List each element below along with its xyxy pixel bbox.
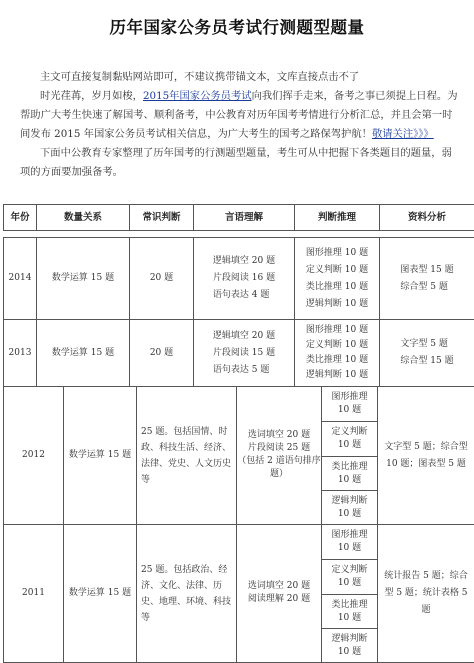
data-cell [380,320,474,387]
table-rows-older [3,386,474,663]
table-rows-recent [3,237,474,387]
common-cell: 20 题 [130,238,194,320]
intro-summary: 下面中公教育专家整理了历年国考的行测题型题量，考生可从中把握下各类题目的题量，弱项的方面要加强备考。 [20,147,452,178]
reasoning-item: 类比推理 10 题 [322,457,377,491]
reasoning-item: 图形推理 10 题 [305,247,369,258]
table-row [4,320,474,387]
header-reasoning: 判断推理 [295,205,380,231]
table-row [4,238,474,320]
verbal-item: 语句表达 4 题 [212,290,270,300]
verbal-item: 片段阅读 25 题 [247,443,311,453]
header-year: 年份 [4,205,37,231]
common-cell [137,387,237,525]
math-cell: 数学运算 15 题 [37,320,130,387]
table-header-row [3,204,474,231]
reasoning-cell [295,320,380,387]
intro-paragraph-start: 时光荏苒，岁月如梭， [40,90,143,102]
math-cell: 数学运算 15 题 [64,387,137,525]
verbal-item: （包括 2 道语句排序题） [237,456,321,479]
verbal-item: 语句表达 5 题 [212,364,270,375]
common-cell [137,525,237,663]
header-common: 常识判断 [130,205,194,231]
data-item: 文字型 5 题 [400,339,448,349]
data-item: 综合型 5 题 [400,281,448,292]
verbal-item: 逻辑填空 20 题 [212,256,276,266]
intro-note: 主文可直接复制黏贴网站即可，不建议携带锚文本，文库直接点击不了 [40,71,360,83]
reasoning-item: 逻辑判断 10 题 [331,495,368,519]
reasoning-item: 定义判断 10 题 [305,264,369,275]
verbal-cell [194,238,295,320]
reasoning-item: 逻辑判断 10 题 [305,298,369,309]
reasoning-item: 类比推理 10 题 [322,595,377,629]
intro-paragraph-body: 向我们挥手走来，备考之事已须提上日程。为帮助广大考生快速了解国考、顺利备考，中公教育对历年国考考情进行分析汇总，并且会第一时间发布 2015 年国家公务员考试相关信息，为广大考生的国考之路保驾护航！ [20,90,458,140]
data-item: 图表型 15 题 [400,264,454,275]
follow-link[interactable]: 敬请关注》》》 [371,128,434,140]
intro-text [20,68,460,182]
verbal-item: 片段阅读 16 题 [212,273,276,283]
reasoning-item: 类比推理 10 题 [305,355,369,365]
verbal-item: 选词填空 20 题 [247,430,311,440]
verbal-item: 阅读理解 20 题 [247,594,311,604]
reasoning-item: 类比推理 10 题 [305,281,369,292]
reasoning-item: 图形推理 10 题 [305,325,369,335]
page-title: 历年国家公务员考试行测题型题量 [109,18,365,37]
common-text: 25 题。包括政治、经济、文化、法律、历史、地理、环境、科技等 [141,564,232,623]
data-item: 综合型 15 题 [400,356,454,366]
year-cell: 2014 [4,238,37,320]
reasoning-item: 定义判断 10 题 [322,422,377,457]
table-row [4,387,474,525]
math-cell: 数学运算 15 题 [64,525,137,663]
verbal-cell [237,387,322,525]
reasoning-cell [295,238,380,320]
data-cell: 统计报告 5 题；综合型 5 题；统计表格 5 题 [378,525,474,663]
reasoning-cell [322,525,378,663]
common-cell: 20 题 [130,320,194,387]
reasoning-item: 逻辑判断 10 题 [331,633,368,657]
data-cell: 文字型 5 题；综合型 10 题；图表型 5 题 [378,387,474,525]
year-cell: 2013 [4,320,37,387]
reasoning-item: 定义判断 10 题 [305,340,369,350]
data-cell [380,238,474,320]
math-cell: 数学运算 15 题 [37,238,130,320]
verbal-item: 选词填空 20 题 [247,581,311,591]
reasoning-item: 图形推理 10 题 [322,387,377,422]
verbal-cell [194,320,295,387]
header-math: 数量关系 [37,205,130,231]
reasoning-item: 定义判断 10 题 [322,560,377,595]
verbal-cell [237,525,322,663]
table-row [4,525,474,663]
reasoning-cell [322,387,378,525]
header-data: 资料分析 [380,205,474,231]
exam-link[interactable]: 2015年国家公务员考试 [142,90,252,102]
year-cell: 2011 [4,525,64,663]
reasoning-item: 逻辑判断 10 题 [305,370,369,380]
verbal-item: 片段阅读 15 题 [212,347,276,358]
common-text: 25 题。包括国情、时政、科技生活、经济、法律、党史、人文历史等 [141,426,232,485]
reasoning-item: 图形推理 10 题 [322,525,377,560]
year-cell: 2012 [4,387,64,525]
header-verbal: 言语理解 [194,205,295,231]
intro-paragraph [20,87,460,144]
verbal-item: 逻辑填空 20 题 [212,330,276,341]
